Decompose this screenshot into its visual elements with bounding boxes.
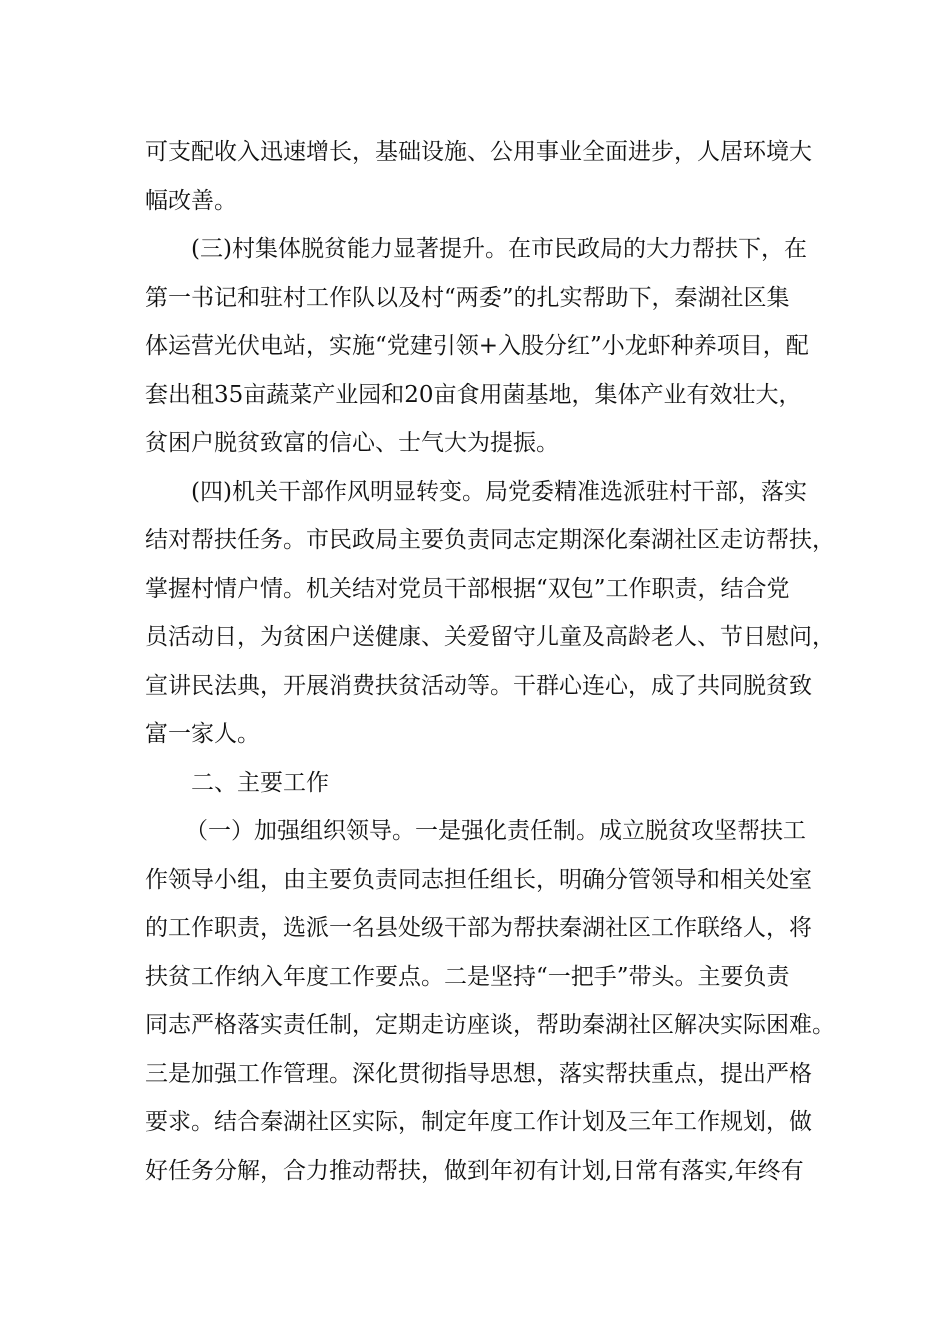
text-line: 第一书记和驻村工作队以及村“两委”的扎实帮助下，秦湖社区集	[145, 284, 790, 311]
text-line: 掌握村情户情。机关结对党员干部根据“双包”工作职责，结合党	[145, 575, 790, 602]
text-line: 的工作职责，选派一名县处级干部为帮扶秦湖社区工作联络人，将	[145, 915, 812, 941]
text-line: 结对帮扶任务。市民政局主要负责同志定期深化秦湖社区走访帮扶，	[145, 527, 835, 553]
paragraph-heading-4: (四)机关干部作风明显转变。局党委精准选派驻村干部，落实	[191, 478, 807, 505]
section-heading: 二、主要工作	[191, 769, 329, 796]
text-line: 同志严格落实责任制，定期走访座谈，帮助秦湖社区解决实际困难。	[145, 1012, 835, 1038]
text-line: 要求。结合秦湖社区实际，制定年度工作计划及三年工作规划，做	[145, 1109, 812, 1135]
text-line: 好任务分解，合力推动帮扶，做到年初有计划,日常有落实,年终有	[145, 1157, 804, 1184]
text-line: 员活动日，为贫困户送健康、关爱留守儿童及高龄老人、节日慰问，	[145, 624, 835, 650]
text-line: 扶贫工作纳入年度工作要点。二是坚持“一把手”带头。主要负责	[145, 963, 790, 990]
text-line: 三是加强工作管理。深化贯彻指导思想，落实帮扶重点，提出严格	[145, 1060, 812, 1087]
text-line: 宣讲民法典，开展消费扶贫活动等。干群心连心，成了共同脱贫致	[145, 672, 812, 699]
text-line: 套出租35亩蔬菜产业园和20亩食用菌基地，集体产业有效壮大，	[145, 381, 802, 408]
text-line: 贫困户脱贫致富的信心、士气大为提振。	[145, 430, 559, 456]
text-line: 可支配收入迅速增长，基础设施、公用事业全面进步，人居环境大	[145, 139, 812, 165]
paragraph-heading-1: （一）加强组织领导。一是强化责任制。成立脱贫攻坚帮扶工	[185, 818, 806, 844]
document-body	[145, 128, 835, 1195]
text-line: 幅改善。	[145, 187, 237, 214]
text-line: 富一家人。	[145, 721, 260, 747]
paragraph-heading-3: (三)村集体脱贫能力显著提升。在市民政局的大力帮扶下，在	[191, 236, 807, 262]
text-line: 作领导小组，由主要负责同志担任组长，明确分管领导和相关处室	[145, 866, 812, 893]
text-line: 体运营光伏电站，实施“党建引领+入股分红”小龙虾种养项目，配	[145, 333, 809, 359]
